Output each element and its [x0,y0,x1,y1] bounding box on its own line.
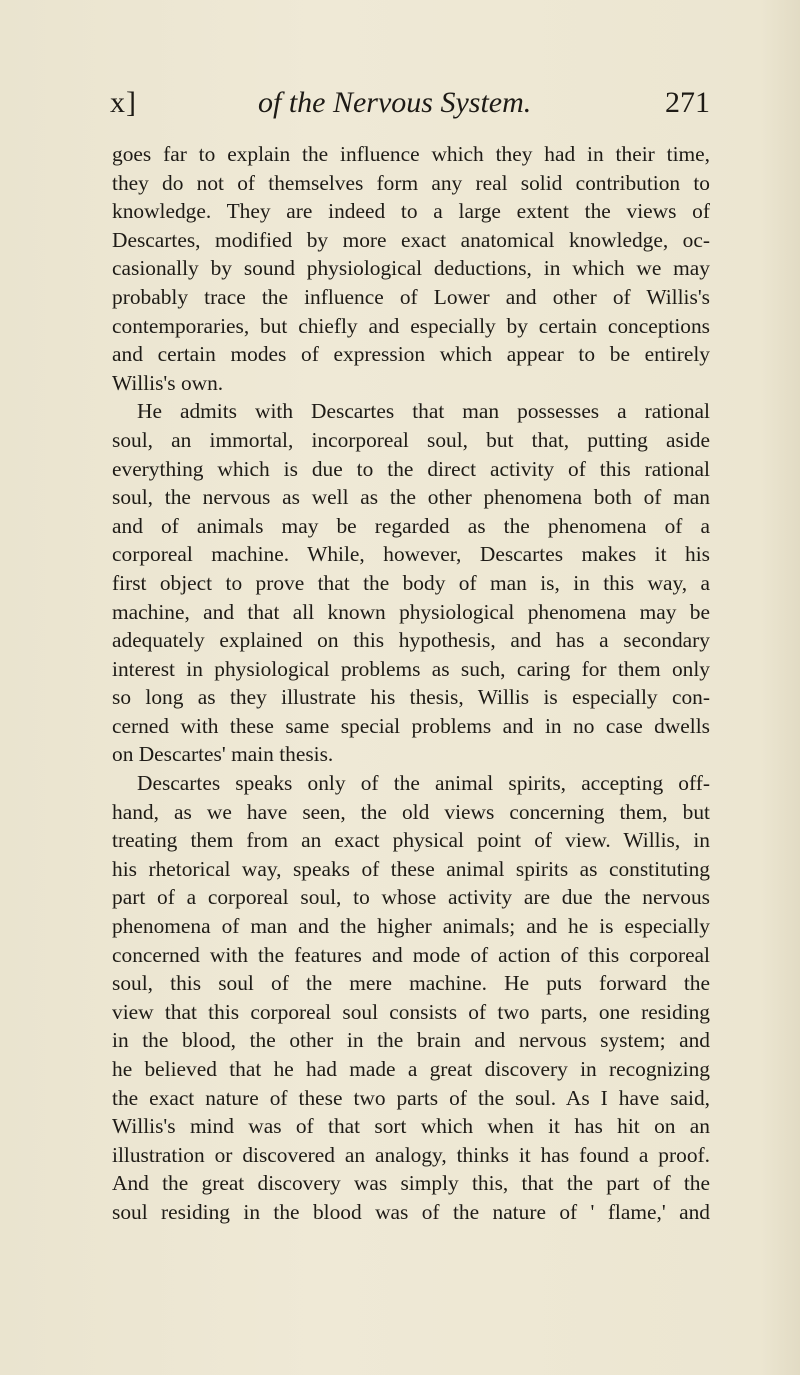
text-line: the exact nature of these two parts of the soul. As I have said, [112,1085,710,1110]
text-line: he believed that he had made a great discovery in recognizing [112,1057,710,1081]
page-edge-shading [0,475,24,1375]
text-line: knowledge. They are indeed to a large extent the views of [112,199,710,224]
section-marker: x] [110,86,137,119]
running-title: of the Nervous System. [258,86,532,119]
text-line: in the blood, the other in the brain and nervous system; and [112,1028,710,1053]
paragraph-start-line: Descartes speaks only of the animal spirits, accepting off- [137,771,710,796]
text-line: treating them from an exact physical point of view. Willis, in [112,828,710,853]
text-line: goes far to explain the influence which they had in their time, [112,142,710,166]
text-line: interest in physiological problems as such, caring for them only [112,656,710,681]
text-line: soul residing in the blood was of the nature of ' flame,' and [112,1199,710,1224]
text-line: Willis's own. [112,370,224,395]
text-line: And the great discovery was simply this, that the part of the [112,1171,710,1196]
paragraph-start-line: He admits with Descartes that man possesses a rational [137,399,710,424]
text-line: concerned with the features and mode of action of this corporeal [112,942,710,967]
text-line: his rhetorical way, speaks of these animal spirits as constituting [112,856,710,881]
page-number: 271 [665,86,710,119]
text-line: and of animals may be regarded as the phenomena of a [112,513,710,538]
text-line: cerned with these same special problems and in no case dwells [112,713,710,738]
text-line: phenomena of man and the higher animals; and he is especially [112,914,710,939]
text-line: so long as they illustrate his thesis, Willis is especially con- [112,685,710,710]
text-line: hand, as we have seen, the old views concerning them, but [112,799,710,824]
text-line: soul, the nervous as well as the other phenomena both of man [112,485,710,510]
text-line: part of a corporeal soul, to whose activity are due the nervous [112,885,710,910]
text-line: on Descartes' main thesis. [112,742,334,767]
text-line: first object to prove that the body of man is, in this way, a [112,570,710,595]
text-line: soul, an immortal, incorporeal soul, but that, putting aside [112,427,710,452]
page-header [110,86,710,126]
text-line: they do not of themselves form any real solid contribution to [112,170,710,195]
text-line: corporeal machine. While, however, Descartes makes it his [112,542,710,567]
text-line: and certain modes of expression which appear to be entirely [112,342,710,367]
text-line: adequately explained on this hypothesis, and has a secondary [112,628,710,653]
text-line: everything which is due to the direct activity of this rational [112,456,710,481]
text-line: casionally by sound physiological deductions, in which we may [112,256,710,281]
text-line: view that this corporeal soul consists of two parts, one residing [112,999,710,1024]
text-line: illustration or discovered an analogy, thinks it has found a proof. [112,1142,710,1167]
text-line: Descartes, modified by more exact anatomical knowledge, oc- [112,227,710,252]
text-line: soul, this soul of the mere machine. He puts forward the [112,971,710,996]
text-line: contemporaries, but chiefly and especially by certain conceptions [112,313,710,338]
text-line: Willis's mind was of that sort which when it has hit on an [112,1114,710,1139]
text-line: probably trace the influence of Lower and other of Willis's [112,284,710,309]
body-text [112,140,710,1227]
text-line: machine, and that all known physiological phenomena may be [112,599,710,624]
